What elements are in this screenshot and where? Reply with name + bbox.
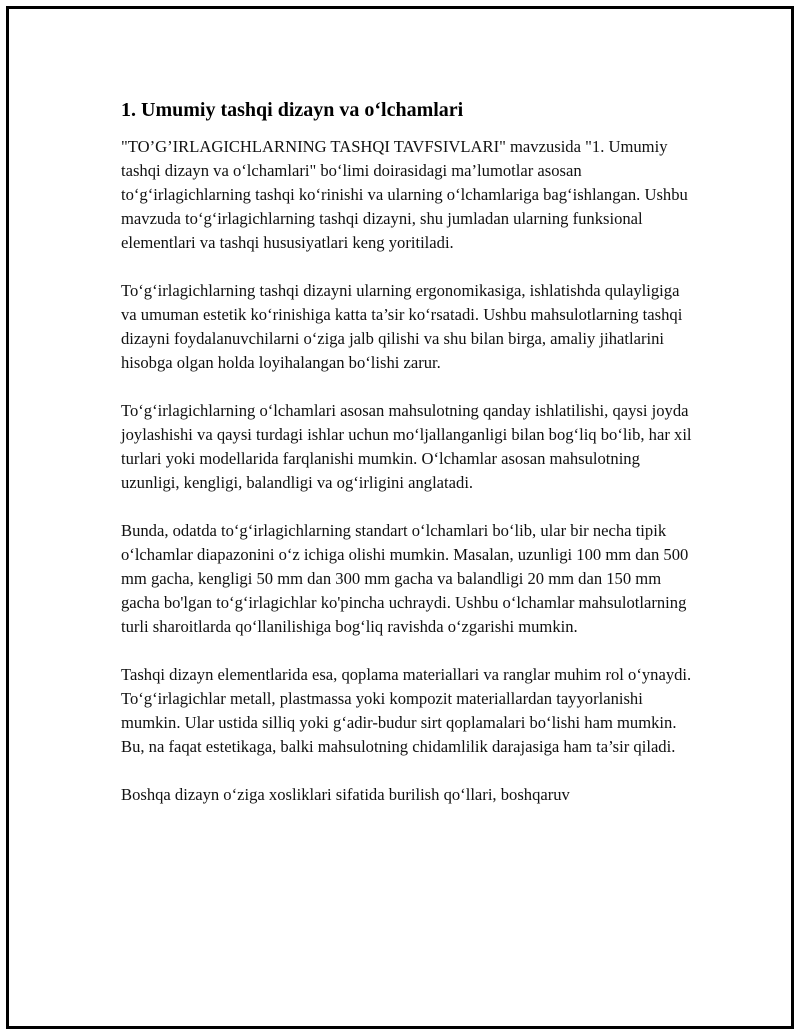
section-heading: 1. Umumiy tashqi dizayn va o‘lchamlari [121, 99, 464, 121]
paragraph-1: "TO’G’IRLAGICHLARNING TASHQI TAVFSIVLARI" mavzusida "1. Umumiy tashqi dizayn va o‘lchamlari" bo‘limi doirasidagi ma’lumotlar asosan to‘g‘irlagichlarning tashqi ko‘rinishi va ularning o‘lchamlariga bag‘ishlangan. Ushbu mavzuda to‘g‘irlagichlarning tashqi dizayni, shu jumladan ularning funksional elementlari va tashqi hususiyatlari keng yoritiladi. [121, 137, 688, 252]
document-body [121, 97, 693, 831]
paragraph-3: To‘g‘irlagichlarning o‘lchamlari asosan mahsulotning qanday ishlatilishi, qaysi joyda joylashishi va qaysi turdagi ishlar uchun mo‘ljallanganligi bilan bog‘liq bo‘lib, har xil turlari yoki modellarida farqlanishi mumkin. O‘lchamlar asosan mahsulotning uzunligi, kengligi, balandligi va og‘irligini anglatadi. [121, 401, 692, 492]
paragraph-5: Tashqi dizayn elementlarida esa, qoplama materiallari va ranglar muhim rol o‘ynaydi. To‘g‘irlagichlar metall, plastmassa yoki kompozit materiallardan tayyorlanishi mumkin. Ular ustida silliq yoki g‘adir-budur sirt qoplamalari bo‘lishi ham mumkin. Bu, na faqat estetikaga, balki mahsulotning chidamlilik darajasiga ham ta’sir qiladi. [121, 665, 692, 756]
paragraph-2: To‘g‘irlagichlarning tashqi dizayni ularning ergonomikasiga, ishlatishda qulayligiga va umuman estetik ko‘rinishiga katta ta’sir ko‘rsatadi. Ushbu mahsulotlarning tashqi dizayni foydalanuvchilarni o‘ziga jalb qilishi va shu bilan birga, amaliy jihatlarini hisobga olgan holda loyihalangan bo‘lishi zarur. [121, 281, 683, 372]
paragraph-4: Bunda, odatda to‘g‘irlagichlarning standart o‘lchamlari bo‘lib, ular bir necha tipik o‘lchamlar diapazonini o‘z ichiga olishi mumkin. Masalan, uzunligi 100 mm dan 500 mm gacha, kengligi 50 mm dan 300 mm gacha va balandligi 20 mm dan 150 mm gacha bo'lgan to‘g‘irlagichlar ko'pincha uchraydi. Ushbu o‘lchamlar mahsulotlarning turli sharoitlarda qo‘llanilishiga bog‘liq ravishda o‘zgarishi mumkin. [121, 521, 689, 636]
document-page [6, 6, 794, 1029]
paragraph-6: Boshqa dizayn o‘ziga xosliklari sifatida burilish qo‘llari, boshqaruv [121, 785, 570, 804]
